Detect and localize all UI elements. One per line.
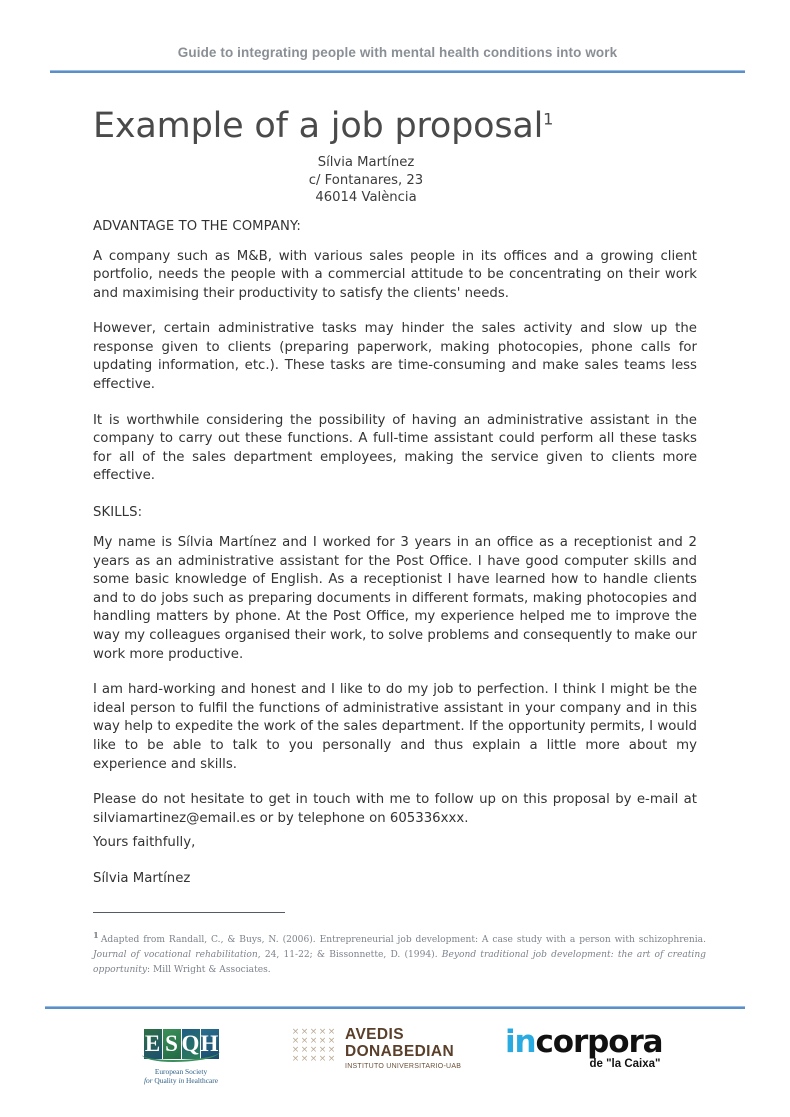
avedis-subtitle: INSTITUTO UNIVERSITARIO-UAB — [345, 1063, 462, 1070]
signature-name: Sílvia Martínez — [93, 870, 191, 886]
paragraph-skills-2: I am hard-working and honest and I like to do my job to perfection. I think I might be the ideal person to fulfil the functions of administrative assistant in your company and in this way help to expedite the work of the sales department. If the opportunity permits, I would like to be able to talk to you personally and thus explain a little more about my experience and skills. — [93, 682, 697, 772]
footnote-italic-book: Beyond traditional job development: the art of creating opportunity — [93, 950, 706, 975]
esqh-caption — [135, 1067, 227, 1086]
incorpora-wordmark — [505, 1026, 662, 1059]
esqh-caption-line1: European Society — [154, 1067, 208, 1076]
esqh-emblem-icon — [138, 1024, 224, 1064]
paragraph-contact: Please do not hesitate to get in touch with me to follow up on this proposal by e-mail at silviamartinez@email.es or by telephone on 605336xxx. — [93, 792, 697, 826]
esqh-caption-line2 — [135, 1076, 227, 1085]
footnote-separator-rule — [93, 912, 285, 913]
avedis-name-line2: DONABEDIAN — [345, 1043, 455, 1060]
esqh-letter-q: Q — [182, 1029, 200, 1059]
footnote — [93, 929, 706, 978]
avedis-name-line1: AVEDIS — [345, 1026, 404, 1043]
footnote-part-2: , 24, 11-22; & Bissonnette, D. (1994). — [257, 950, 442, 960]
paragraph-skills-1: My name is Sílvia Martínez and I worked for 3 years in an office as a receptionist and 2 years as an administrative assistant for the Post Office. I have good computer skills and some basic knowledge of English. As a receptionist I have learned how to handle clients and to do jobs such as preparing documents in different formats, making photocopies and handling matters by phone. At the Post Office, my experience helped me to improve the way my colleagues organised their work, to solve problems and consequently to make our work more productive. — [93, 535, 697, 662]
sender-street: c/ Fontanares, 23 — [308, 172, 424, 188]
page-title — [93, 104, 697, 148]
esqh-caption-in: in — [178, 1076, 185, 1086]
paragraph-advantage-3: It is worthwhile considering the possibility of having an administrative assistant in the company to carry out these functions. A full-time assistant could perform all these tasks for all of the sales department employees, making the service given to clients more effective. — [93, 412, 697, 484]
esqh-caption-healthcare: Healthcare — [184, 1076, 219, 1086]
esqh-caption-for: for — [143, 1076, 153, 1086]
avedis-donabedian-logo — [291, 1026, 461, 1070]
title-footnote-marker: 1 — [543, 109, 554, 129]
esqh-letter-s: S — [163, 1029, 181, 1059]
footnote-marker: 1 — [93, 929, 99, 940]
page-title-text: Example of a job proposal — [93, 106, 544, 146]
avedis-text-block — [345, 1026, 461, 1070]
esqh-letter-e: E — [144, 1029, 162, 1059]
sender-address-block — [93, 154, 697, 207]
footnote-italic-journal: Journal of vocational rehabilitation — [93, 950, 258, 960]
incorpora-accent-text: in — [505, 1024, 536, 1060]
sender-city: 46014 València — [315, 190, 417, 205]
esqh-caption-quality: Quality — [152, 1076, 179, 1086]
sender-name: Sílvia Martínez — [317, 155, 415, 170]
footer-divider-rule — [45, 1006, 745, 1009]
page-footer — [93, 1018, 697, 1103]
footnote-part-3: : Mill Wright & Associates. — [147, 965, 271, 975]
footnote-part-1: Adapted from Randall, C., & Buys, N. (2006). Entrepreneurial job development: A case study with a person with schizophrenia. — [100, 935, 706, 945]
running-header-title: Guide to integrating people with mental health conditions into work — [177, 45, 618, 60]
avedis-x-pattern-icon: × × × × × × × × × × × × × × × × × × × × — [291, 1027, 336, 1064]
incorpora-subtitle: de "la Caixa" — [589, 1058, 661, 1070]
esqh-logo — [135, 1024, 227, 1086]
paragraph-advantage-2: However, certain administrative tasks may hinder the sales activity and slow up the response given to clients (preparing paperwork, making photocopies, phone calls for updating information, etc.). These tasks are time-consuming and make sales teams less effective. — [93, 321, 697, 393]
closing-salutation: Yours faithfully, — [93, 835, 196, 851]
header-divider-rule — [50, 70, 745, 73]
incorpora-rest-text: corpora — [535, 1024, 663, 1060]
section-heading-skills: SKILLS: — [93, 505, 143, 521]
incorpora-logo — [505, 1026, 662, 1070]
document-body — [93, 104, 697, 906]
section-heading-advantage: ADVANTAGE TO THE COMPANY: — [93, 218, 301, 234]
esqh-letter-h: H — [201, 1029, 219, 1059]
paragraph-advantage-1: A company such as M&B, with various sales people in its offices and a growing client portfolio, needs the people with a commercial attitude to be concentrating on their work and maximising their productivity to satisfy the clients' needs. — [93, 248, 697, 301]
